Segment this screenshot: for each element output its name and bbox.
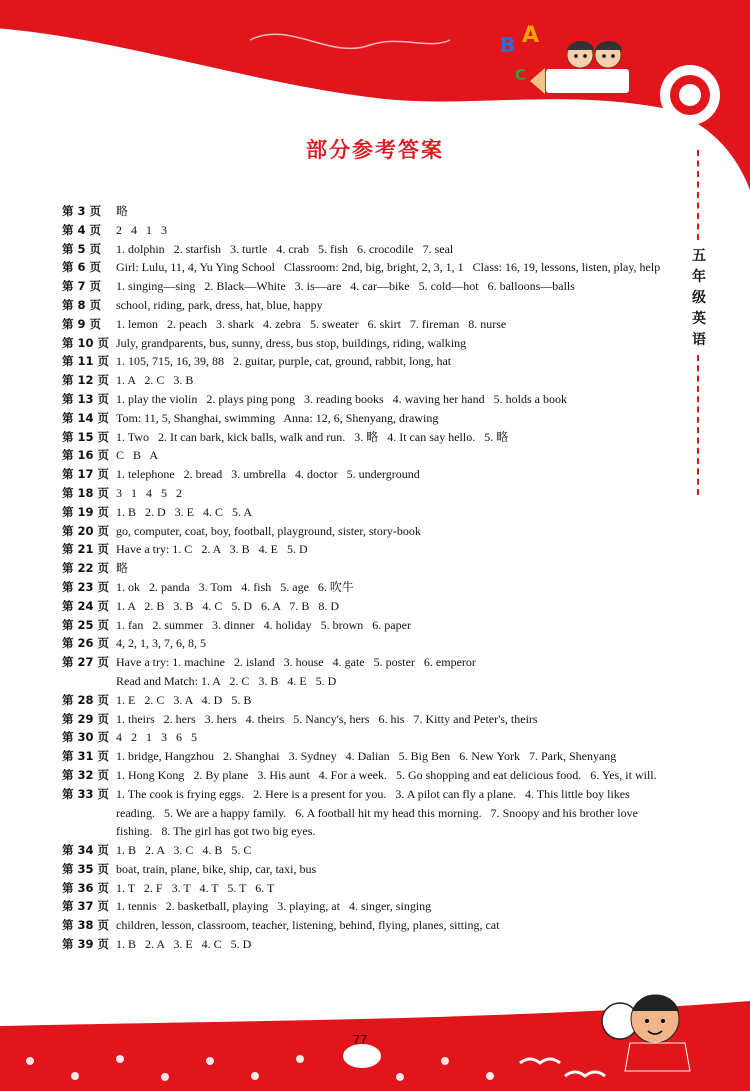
answer-text: 1. bridge, Hangzhou 2. Shanghai 3. Sydney 4. Dalian 5. Big Ben 6. New York 7. Park, Shenyang	[116, 749, 617, 764]
answer-text: 4, 2, 1, 3, 7, 6, 8, 5	[116, 636, 206, 651]
answer-row	[62, 935, 668, 954]
answer-row	[62, 897, 668, 916]
answer-page-label: 第 30 页	[62, 730, 110, 745]
answer-text: C B A	[116, 448, 159, 463]
answer-page-label: 第 35 页	[62, 861, 110, 876]
answer-text: 1. A 2. C 3. B	[116, 373, 194, 388]
answer-page-label: 第 38 页	[62, 918, 110, 933]
answer-page-label: 第 19 页	[62, 504, 110, 519]
answer-page-label: 第 12 页	[62, 373, 110, 388]
answer-row	[62, 522, 668, 541]
answer-row	[62, 634, 668, 653]
answer-page-label: 第 36 页	[62, 880, 110, 895]
answer-text: 略	[116, 561, 129, 576]
answer-text: 1. telephone 2. bread 3. umbrella 4. doctor 5. underground	[116, 467, 420, 482]
answer-page-label: 第 13 页	[62, 391, 110, 406]
answer-text: 1. A 2. B 3. B 4. C 5. D 6. A 7. B 8. D	[116, 598, 340, 613]
answer-page-label: 第 17 页	[62, 467, 110, 482]
answer-text: 1. tennis 2. basketball, playing 3. playing, at 4. singer, singing	[116, 899, 432, 914]
answer-row	[62, 352, 668, 371]
svg-text:C: C	[515, 66, 527, 84]
answer-list	[62, 202, 668, 954]
answer-row	[62, 465, 668, 484]
answer-row	[62, 616, 668, 635]
answer-page-label: 第 5 页	[62, 241, 102, 256]
side-divider-top	[697, 150, 699, 240]
answer-text: 1. E 2. C 3. A 4. D 5. B	[116, 692, 252, 707]
answer-text: 略	[116, 204, 129, 218]
answer-page-label: 第 22 页	[62, 561, 110, 576]
answer-text: 4 2 1 3 6 5	[116, 730, 197, 745]
answer-text: 1. B 2. A 3. C 4. B 5. C	[116, 843, 252, 858]
side-divider-bottom	[697, 355, 699, 495]
answer-text: 1. singing—sing 2. Black—White 3. is—are 4. car—bike 5. cold—hot 6. balloons—balls	[116, 279, 575, 294]
answer-page-label: 第 20 页	[62, 523, 110, 538]
answer-row	[62, 578, 668, 597]
answer-row	[62, 371, 668, 390]
answer-row	[62, 766, 668, 785]
answer-row	[62, 559, 668, 578]
answer-row	[62, 503, 668, 522]
answer-row	[62, 653, 668, 691]
answer-row	[62, 334, 668, 353]
answer-page-label: 第 21 页	[62, 542, 110, 557]
answer-page-label: 第 31 页	[62, 749, 110, 764]
answer-row	[62, 221, 668, 240]
answer-row	[62, 860, 668, 879]
answer-page-label: 第 23 页	[62, 579, 110, 594]
answer-text: 1. Two 2. It can bark, kick balls, walk and run. 3. 略 4. It can say hello. 5. 略	[116, 429, 509, 444]
answer-row	[62, 597, 668, 616]
bottom-decoration	[0, 981, 750, 1091]
answer-row	[62, 446, 668, 465]
answer-page-label: 第 26 页	[62, 636, 110, 651]
answer-text: 1. fan 2. summer 3. dinner 4. holiday 5. brown 6. paper	[116, 617, 411, 632]
grade-subject-label: 五年级英语	[692, 248, 706, 348]
answer-text: boat, train, plane, bike, ship, car, taxi, bus	[116, 861, 317, 876]
answer-page-label: 第 39 页	[62, 937, 110, 952]
answer-page-label: 第 8 页	[62, 297, 102, 312]
answer-row	[62, 202, 668, 221]
answer-page-label: 第 32 页	[62, 767, 110, 782]
answer-page-label: 第 14 页	[62, 410, 110, 425]
answer-row	[62, 785, 668, 841]
answer-text: Tom: 11, 5, Shanghai, swimming Anna: 12, 6, Shenyang, drawing	[116, 410, 439, 425]
answer-text: children, lesson, classroom, teacher, listening, behind, flying, planes, sitting, cat	[116, 918, 500, 933]
answer-row	[62, 277, 668, 296]
answer-text: 1. B 2. D 3. E 4. C 5. A	[116, 504, 253, 519]
answer-page-label: 第 37 页	[62, 899, 110, 914]
answer-text: 1. lemon 2. peach 3. shark 4. zebra 5. sweater 6. skirt 7. fireman 8. nurse	[116, 316, 507, 331]
answer-page-label: 第 28 页	[62, 692, 110, 707]
answer-row	[62, 841, 668, 860]
answer-row	[62, 728, 668, 747]
answer-text: Have a try: 1. machine 2. island 3. house 4. gate 5. poster 6. emperor Read and Match: 1. A 2. C 3. B 4. E 5. D	[116, 655, 476, 688]
answer-text: 1. 105, 715, 16, 39, 88 2. guitar, purple, cat, ground, rabbit, long, hat	[116, 354, 452, 369]
answer-page-label: 第 24 页	[62, 598, 110, 613]
answer-row	[62, 409, 668, 428]
answer-row	[62, 315, 668, 334]
answer-row	[62, 691, 668, 710]
answer-page-label: 第 15 页	[62, 429, 110, 444]
answer-text: July, grandparents, bus, sunny, dress, bus stop, buildings, riding, walking	[116, 335, 467, 350]
answer-page-label: 第 3 页	[62, 204, 102, 218]
answer-page-label: 第 6 页	[62, 260, 102, 275]
answer-text: 1. theirs 2. hers 3. hers 4. theirs 5. Nancy's, hers 6. his 7. Kitty and Peter's, theirs	[116, 711, 538, 726]
answer-row	[62, 710, 668, 729]
answer-page-label: 第 27 页	[62, 655, 110, 670]
answer-page-label: 第 18 页	[62, 485, 110, 500]
svg-text:B: B	[500, 33, 516, 57]
answer-row	[62, 258, 668, 277]
answer-page-label: 第 34 页	[62, 843, 110, 858]
answer-text: 1. T 2. F 3. T 4. T 5. T 6. T	[116, 880, 275, 895]
answer-text: 3 1 4 5 2	[116, 485, 182, 500]
answer-row	[62, 916, 668, 935]
answer-text: 1. B 2. A 3. E 4. C 5. D	[116, 937, 252, 952]
answer-row	[62, 747, 668, 766]
answer-row	[62, 390, 668, 409]
answer-text: 1. The cook is frying eggs. 2. Here is a present for you. 3. A pilot can fly a plane. 4. This little boy likes reading. 5. We are a happy family. 6. A football hit my head this morning. 7. Snoopy and his brother love fishing. 8. The girl has got two big eyes.	[116, 786, 641, 839]
answer-text: Have a try: 1. C 2. A 3. B 4. E 5. D	[116, 542, 308, 557]
answer-row	[62, 428, 668, 447]
page-number: 77	[352, 1032, 368, 1047]
answer-text: 2 4 1 3	[116, 222, 167, 237]
answer-page-label: 第 16 页	[62, 448, 110, 463]
answer-text: 1. ok 2. panda 3. Tom 4. fish 5. age 6. 吹牛	[116, 579, 354, 594]
answer-page-label: 第 25 页	[62, 617, 110, 632]
answer-text: go, computer, coat, boy, football, playground, sister, story-book	[116, 523, 421, 538]
answer-page-label: 第 7 页	[62, 279, 102, 294]
answer-row	[62, 484, 668, 503]
svg-text:A: A	[522, 23, 540, 48]
answer-page-label: 第 9 页	[62, 316, 102, 331]
answer-text: school, riding, park, dress, hat, blue, happy	[116, 297, 323, 312]
answer-row	[62, 879, 668, 898]
answer-row	[62, 240, 668, 259]
answer-text: Girl: Lulu, 11, 4, Yu Ying School Classroom: 2nd, big, bright, 2, 3, 1, 1 Class: 16, 19, lessons, listen, play, help	[116, 260, 661, 275]
answer-text: 1. play the violin 2. plays ping pong 3. reading books 4. waving her hand 5. holds a book	[116, 391, 567, 406]
answer-page-label: 第 10 页	[62, 335, 110, 350]
answer-page-label: 第 29 页	[62, 711, 110, 726]
page-title: 部分参考答案	[306, 138, 444, 162]
answer-page-label: 第 4 页	[62, 222, 102, 237]
answer-row	[62, 540, 668, 559]
answer-page-label: 第 11 页	[62, 354, 110, 369]
answer-row	[62, 296, 668, 315]
answer-text: 1. dolphin 2. starfish 3. turtle 4. crab 5. fish 6. crocodile 7. seal	[116, 241, 454, 256]
answer-text: 1. Hong Kong 2. By plane 3. His aunt 4. For a week. 5. Go shopping and eat delicious food. 6. Yes, it will.	[116, 767, 657, 782]
answer-page-label: 第 33 页	[62, 786, 110, 801]
